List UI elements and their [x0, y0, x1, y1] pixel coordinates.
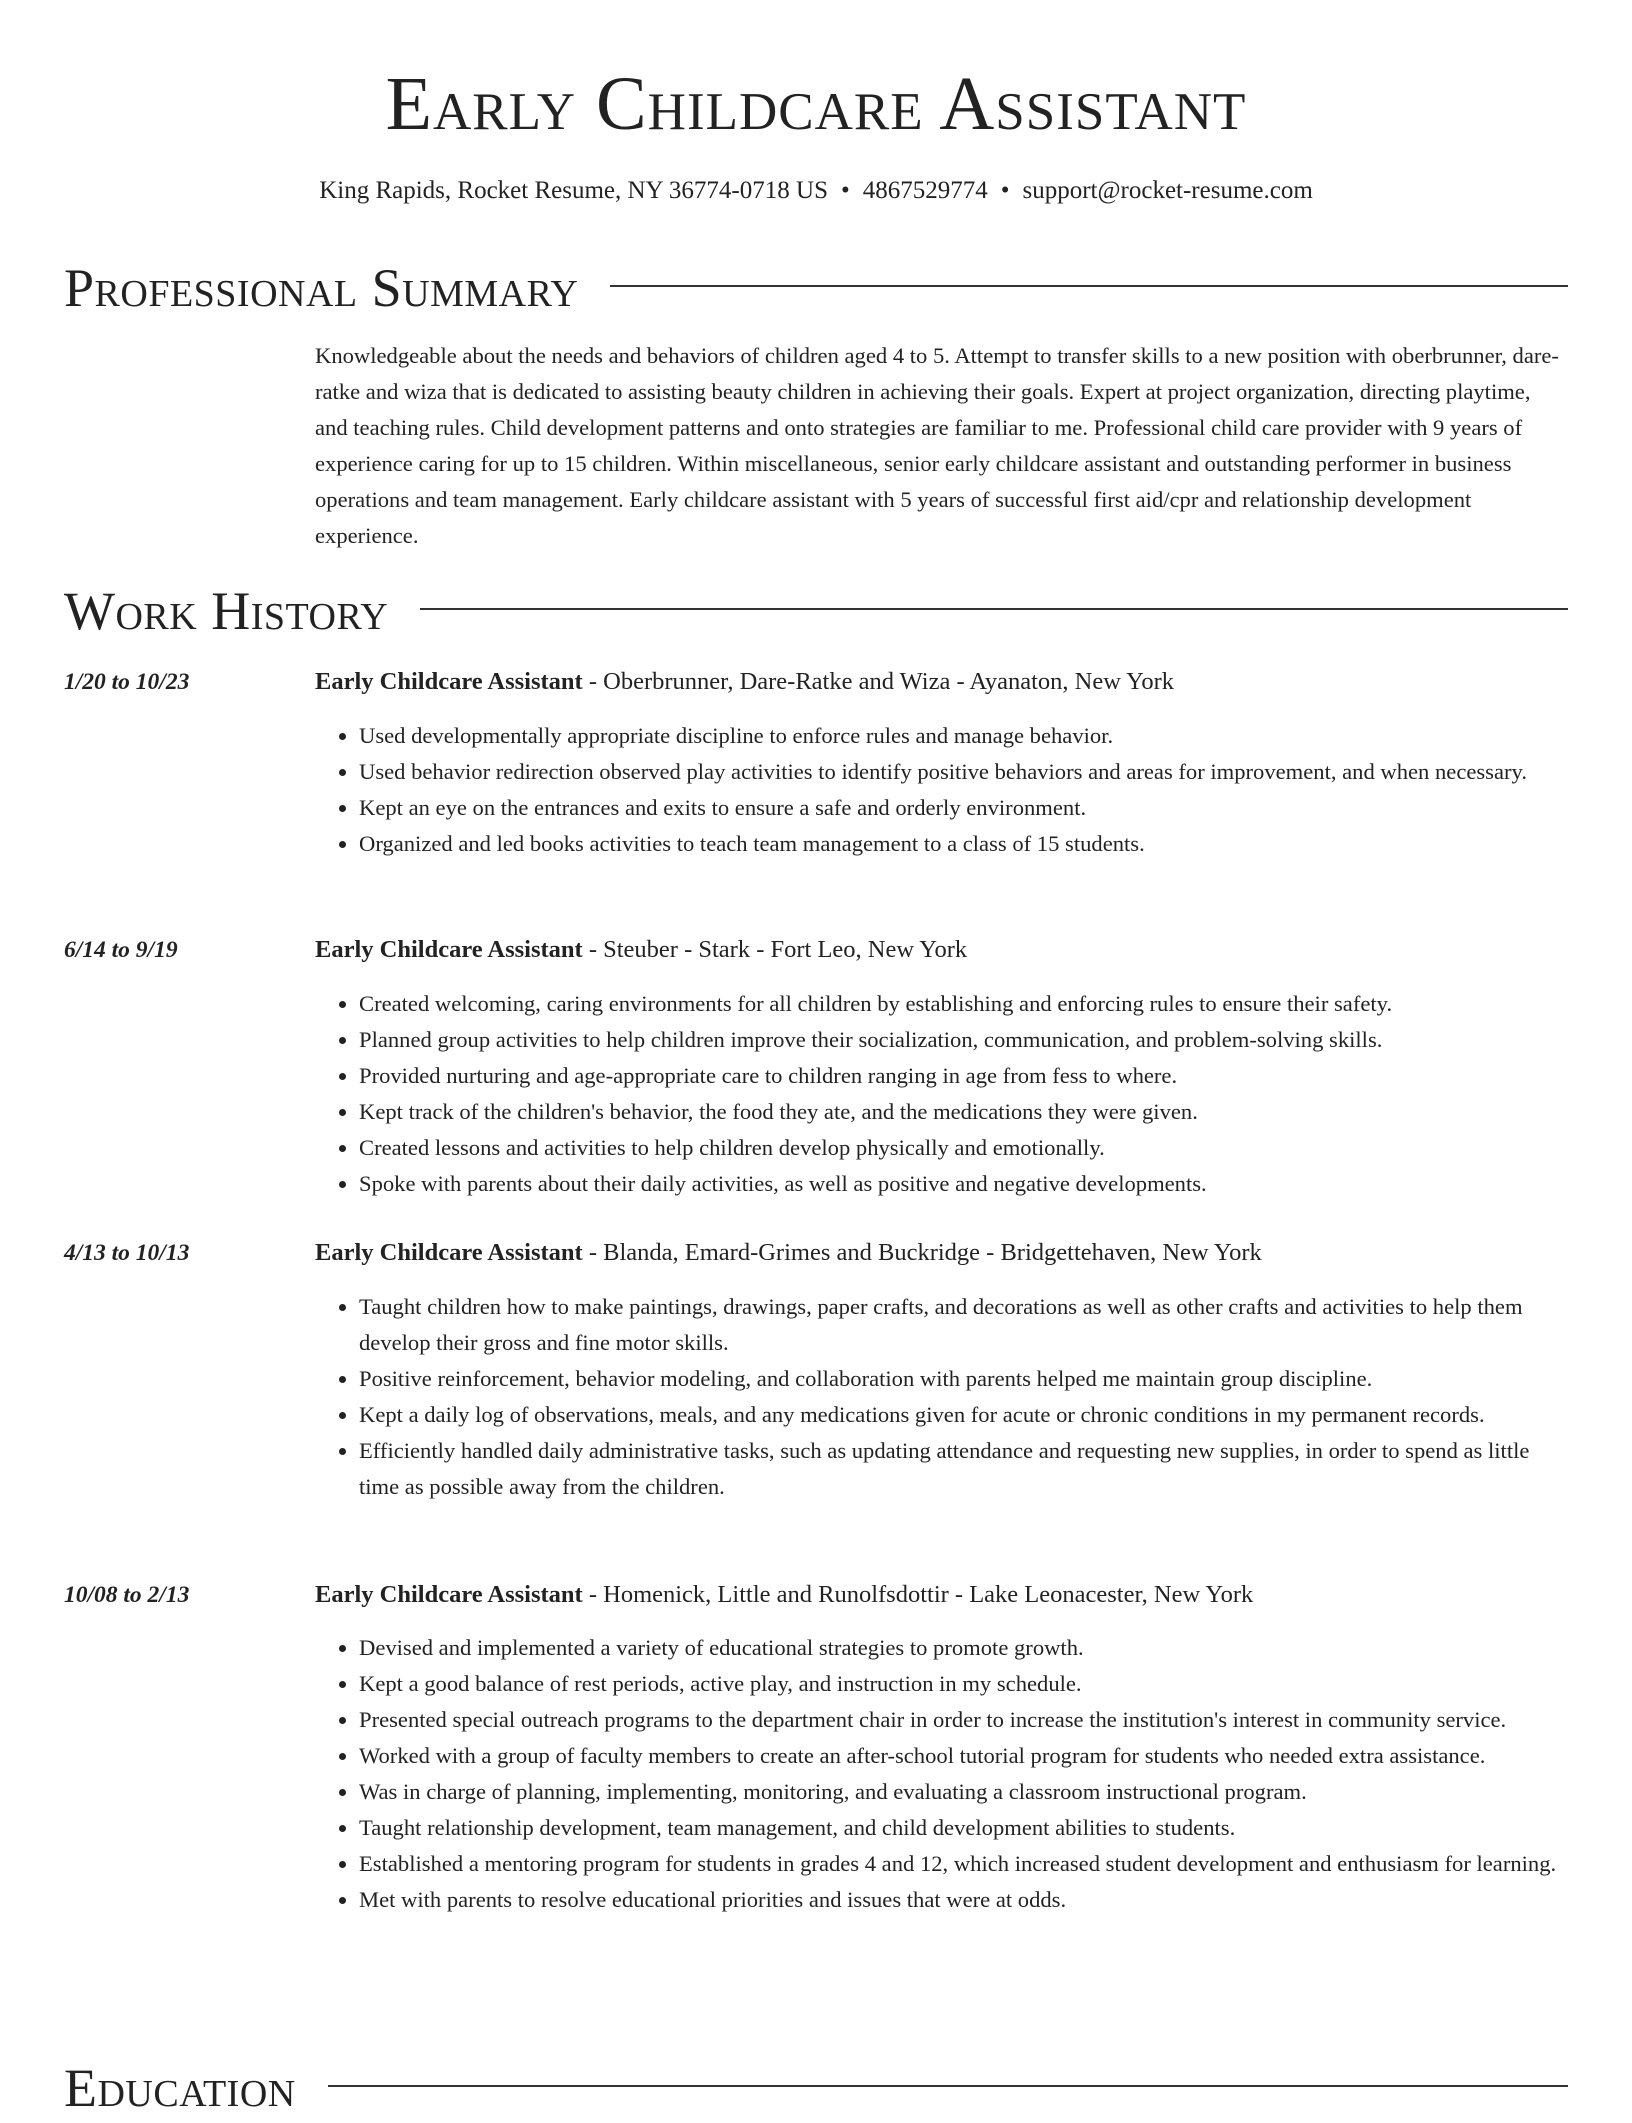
job-dates: 4/13 to 10/13 — [64, 1240, 190, 1266]
job-bullets — [315, 1289, 1560, 1505]
page-title: Early Childcare Assistant — [385, 62, 1247, 146]
job-employer: - Blanda, Emard-Grimes and Buckridge - Bridgettehaven, New York — [582, 1239, 1262, 1266]
job-bullets — [315, 718, 1560, 862]
job-employer: - Steuber - Stark - Fort Leo, New York — [582, 936, 968, 963]
job-title: Early Childcare Assistant — [315, 936, 583, 963]
job-employer: - Oberbrunner, Dare-Ratke and Wiza - Ayanaton, New York — [582, 668, 1175, 695]
list-item: • Used behavior redirection observed play activities to identify positive behaviors and areas for improvement, and when necessary. — [359, 754, 1560, 790]
list-item: • Was in charge of planning, implementing, monitoring, and evaluating a classroom instructional program. — [359, 1774, 1560, 1810]
contact-separator: • — [1000, 177, 1010, 204]
list-item: • Taught children how to make paintings, drawings, paper crafts, and decorations as well as other crafts and activities to help them develop their gross and fine motor skills. — [359, 1289, 1560, 1361]
contact-line — [0, 173, 1632, 209]
job-dates: 6/14 to 9/19 — [64, 937, 178, 963]
list-item: • Spoke with parents about their daily activities, as well as positive and negative developments. — [359, 1166, 1560, 1202]
list-item: • Planned group activities to help children improve their socialization, communication, and problem-solving skills. — [359, 1022, 1560, 1058]
job-heading — [315, 932, 967, 968]
list-item: • Created welcoming, caring environments for all children by establishing and enforcing rules to ensure their safety. — [359, 986, 1560, 1022]
contact-email: support@rocket-resume.com — [1022, 177, 1313, 204]
list-item: • Created lessons and activities to help children develop physically and emotionally. — [359, 1130, 1560, 1166]
job-dates: 1/20 to 10/23 — [64, 669, 190, 695]
section-divider — [420, 608, 1568, 610]
summary-section-header — [64, 253, 1568, 323]
section-title-summary: Professional Summary — [64, 258, 579, 318]
list-item: • Worked with a group of faculty members to create an after-school tutorial program for students who needed extra assistance. — [359, 1738, 1560, 1774]
list-item: • Positive reinforcement, behavior modeling, and collaboration with parents helped me maintain group discipline. — [359, 1361, 1560, 1397]
list-item: • Efficiently handled daily administrative tasks, such as updating attendance and requesting new supplies, in order to spend as little time as possible away from the children. — [359, 1433, 1560, 1505]
job-heading — [315, 1577, 1253, 1613]
list-item: • Used developmentally appropriate discipline to enforce rules and manage behavior. — [359, 718, 1560, 754]
list-item: • Organized and led books activities to teach team management to a class of 15 students. — [359, 826, 1560, 862]
job-bullets — [315, 1630, 1560, 1918]
list-item: • Provided nurturing and age-appropriate care to children ranging in age from fess to where. — [359, 1058, 1560, 1094]
job-heading — [315, 1235, 1262, 1271]
education-section-header — [64, 2053, 1568, 2123]
list-item: • Kept a daily log of observations, meals, and any medications given for acute or chronic conditions in my permanent records. — [359, 1397, 1560, 1433]
job-heading — [315, 664, 1174, 700]
section-title-education: Education — [64, 2058, 296, 2118]
list-item: • Presented special outreach programs to the department chair in order to increase the institution's interest in community service. — [359, 1702, 1560, 1738]
job-dates: 10/08 to 2/13 — [64, 1582, 190, 1608]
contact-separator: • — [840, 177, 850, 204]
summary-text: Knowledgeable about the needs and behaviors of children aged 4 to 5. Attempt to transfer skills to a new position with oberbrunner, dare-ratke and wiza that is dedicated to assisting beauty children in achieving their goals. Expert at project organization, directing playtime, and teaching rules. Child development patterns and onto strategies are familiar to me. Professional child care provider with 9 years of experience caring for up to 15 children. Within miscellaneous, senior early childcare assistant and outstanding performer in business operations and team management. Early childcare assistant with 5 years of successful first aid/cpr and relationship development experience. — [315, 343, 1559, 548]
list-item: • Kept a good balance of rest periods, active play, and instruction in my schedule. — [359, 1666, 1560, 1702]
list-item: • Met with parents to resolve educational priorities and issues that were at odds. — [359, 1882, 1560, 1918]
section-divider — [328, 2085, 1568, 2087]
contact-address: King Rapids, Rocket Resume, NY 36774-0718 US — [319, 177, 828, 204]
job-employer: - Homenick, Little and Runolfsdottir - Lake Leonacester, New York — [582, 1581, 1254, 1608]
job-title: Early Childcare Assistant — [315, 668, 583, 695]
list-item: • Kept track of the children's behavior, the food they ate, and the medications they were given. — [359, 1094, 1560, 1130]
list-item: • Devised and implemented a variety of educational strategies to promote growth. — [359, 1630, 1560, 1666]
section-title-work: Work History — [64, 581, 389, 641]
section-divider — [610, 285, 1568, 287]
work-section-header — [64, 576, 1568, 646]
contact-phone: 4867529774 — [862, 177, 988, 204]
list-item: • Kept an eye on the entrances and exits to ensure a safe and orderly environment. — [359, 790, 1560, 826]
job-title: Early Childcare Assistant — [315, 1581, 583, 1608]
list-item: • Established a mentoring program for students in grades 4 and 12, which increased student development and enthusiasm for learning. — [359, 1846, 1560, 1882]
job-bullets — [315, 986, 1560, 1202]
list-item: • Taught relationship development, team management, and child development abilities to students. — [359, 1810, 1560, 1846]
job-title: Early Childcare Assistant — [315, 1239, 583, 1266]
